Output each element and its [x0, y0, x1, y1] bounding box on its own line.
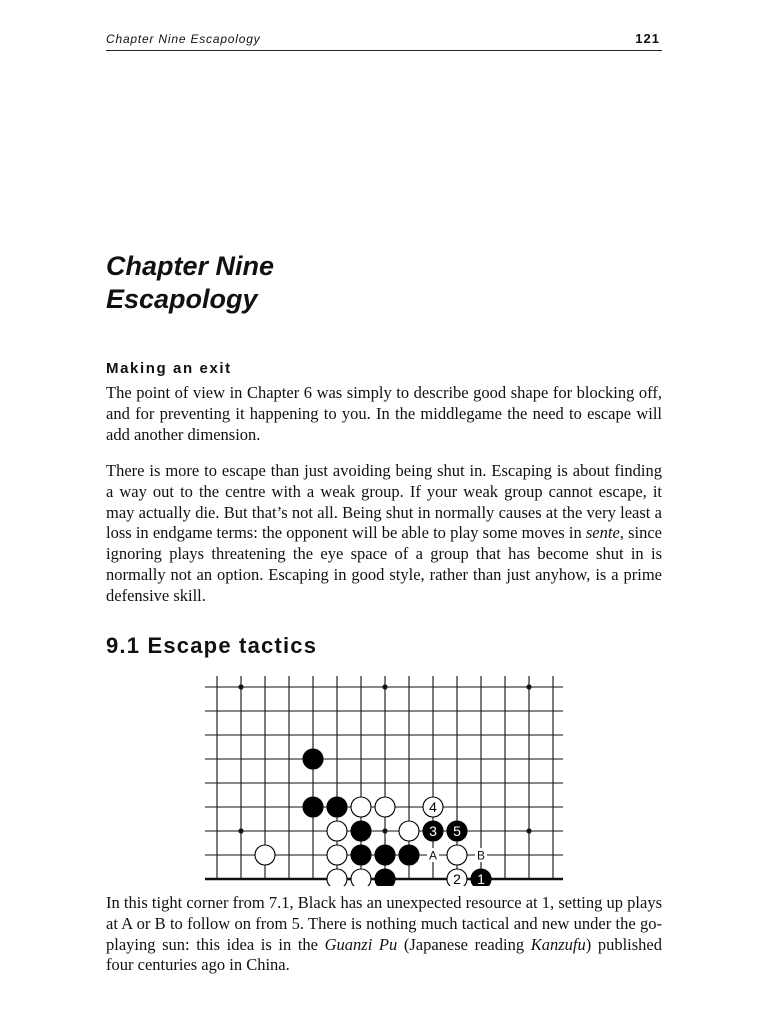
star-point: [526, 828, 531, 833]
white-stone: [327, 869, 347, 886]
move-number-3: 3: [429, 823, 437, 839]
star-point: [382, 828, 387, 833]
white-stone: [447, 845, 467, 865]
black-stone: [375, 869, 395, 886]
star-point: [382, 684, 387, 689]
chapter-title-line2: Escapology: [106, 284, 258, 314]
black-stone: [327, 797, 347, 817]
point-label-a: A: [428, 848, 438, 863]
white-stone: [375, 797, 395, 817]
star-point: [238, 828, 243, 833]
white-stone: [255, 845, 275, 865]
move-number-1: 1: [477, 871, 485, 886]
black-stone: [351, 821, 371, 841]
white-stone: [327, 821, 347, 841]
go-board-diagram: [200, 670, 570, 886]
chapter-title-line1: Chapter Nine: [106, 251, 275, 281]
caption-italic-guanzi-pu: Guanzi Pu: [324, 934, 398, 954]
paragraph-1: The point of view in Chapter 6 was simply to describe good shape for blocking off, and for preventing it happening to you. In the middlegame the need to escape will add another dimension.: [106, 383, 662, 444]
black-stone: [303, 797, 323, 817]
diagram-caption: [106, 893, 662, 976]
white-stone: [399, 821, 419, 841]
white-stone: [351, 797, 371, 817]
point-label-b: B: [476, 848, 486, 863]
running-title: Chapter Nine Escapology: [106, 32, 261, 46]
black-stone: [375, 845, 395, 865]
star-point: [526, 684, 531, 689]
section-heading-escape-tactics: 9.1 Escape tactics: [106, 633, 318, 658]
black-stone: [351, 845, 371, 865]
caption-text-c: ) published four centuries ago in China.: [106, 934, 662, 975]
running-head: [106, 32, 662, 51]
page-number: 121: [635, 31, 660, 46]
white-stone: [351, 869, 371, 886]
paragraph-2-text-a: There is more to escape than just avoiding being shut in. Escaping is about finding a way out to the centre with a weak group. If your weak group cannot escape, it may actually die. But that’s not all. Being shut in normally causes at the very least a loss in endgame terms: the opponent will be able to play some moves in: [106, 461, 662, 543]
black-stone: [399, 845, 419, 865]
section-heading-making-an-exit: Making an exit: [106, 360, 232, 377]
caption-text-b: (Japanese reading: [397, 934, 531, 954]
move-number-5: 5: [453, 823, 461, 839]
chapter-title: [106, 250, 274, 316]
black-stone: [303, 749, 323, 769]
move-number-2: 2: [453, 871, 461, 886]
paragraph-2-italic-sente: sente: [585, 523, 620, 543]
paragraph-2: [106, 461, 662, 607]
star-point: [238, 684, 243, 689]
caption-text-a: In this tight corner from 7.1, Black has an unexpected resource at 1, setting up plays at A or B to follow on from 5. There is nothing much tactical and new under the go-playing sun: this idea is in the: [106, 893, 662, 954]
paragraph-2-text-b: , since ignoring plays threatening the eye space of a group that has become shut in is normally not an option. Escaping in good style, rather than just anyhow, is a prime defensive skill.: [106, 523, 662, 605]
white-stone: [327, 845, 347, 865]
caption-italic-kanzufu: Kanzufu: [530, 934, 586, 954]
move-number-4: 4: [429, 799, 437, 815]
